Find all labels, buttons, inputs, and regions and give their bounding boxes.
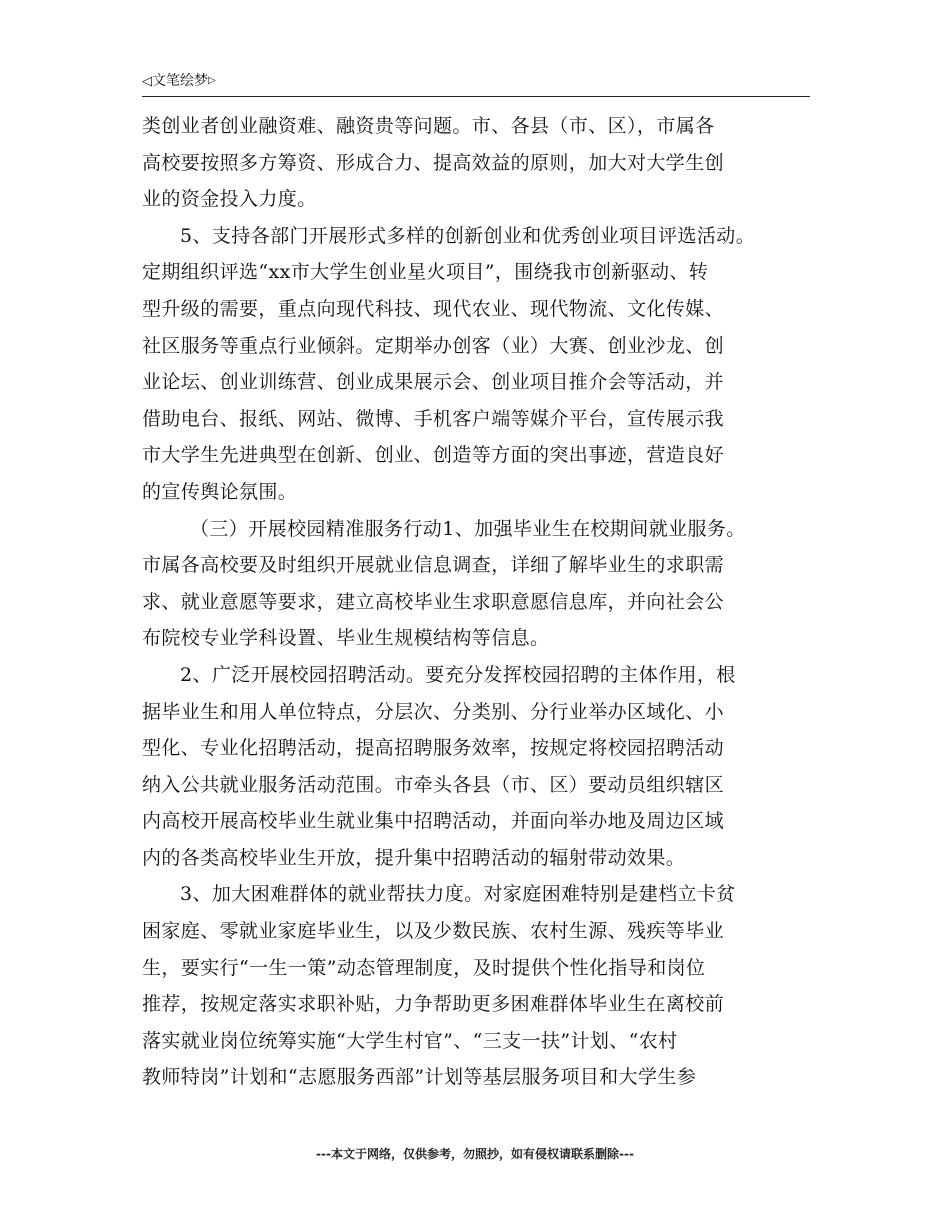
text-line: 类创业者创业融资难、融资贵等问题。市、各县（市、区），市属各 (142, 115, 715, 137)
text-line: 借助电台、报纸、网站、微博、手机客户端等媒介平台，宣传展示我 (142, 407, 725, 430)
text-line: 市大学生先进典型在创新、创业、创造等方面的突出事迹，营造良好 (142, 444, 725, 467)
triangle-left-icon: ◁ (142, 74, 152, 89)
text-line: 市属各高校要及时组织开展就业信息调查，详细了解毕业生的求职需 (142, 554, 725, 577)
paragraph-start: 5、支持各部门开展形式多样的创新创业和优秀创业项目评选活动。 (180, 224, 756, 247)
page-header (142, 70, 810, 97)
section-heading: （三）开展校园精准服务行动1、加强毕业生在校期间就业服务。 (190, 517, 746, 540)
brand-logo (142, 72, 216, 91)
text-line: 型升级的需要，重点向现代科技、现代农业、现代物流、文化传媒、 (142, 297, 725, 320)
text-line: 落实就业岗位统筹实施“大学生村官”、“三支一扶”计划、“农村 (142, 1029, 678, 1052)
text-line: 的宣传舆论氛围。 (142, 480, 298, 503)
text-line: 教师特岗”计划和“志愿服务西部”计划等基层服务项目和大学生参 (142, 1066, 697, 1089)
text-line: 业论坛、创业训练营、创业成果展示会、创业项目推介会等活动，并 (142, 371, 725, 394)
text-line: 据毕业生和用人单位特点，分层次、分类别、分行业举办区域化、小 (142, 700, 725, 723)
text-line: 高校要按照多方筹资、形成合力、提高效益的原则，加大对大学生创 (142, 151, 725, 174)
triangle-right-icon: ▷ (208, 75, 216, 86)
text-line: 生，要实行“一生一策”动态管理制度，及时提供个性化指导和岗位 (142, 956, 706, 979)
text-line: 布院校专业学科设置、毕业生规模结构等信息。 (142, 627, 550, 650)
text-line: 求、就业意愿等要求，建立高校毕业生求职意愿信息库，并向社会公 (142, 590, 725, 613)
page-footer: ---本文于网络，仅供参考，勿照抄，如有侵权请联系删除--- (316, 1147, 634, 1161)
paragraph-start: 2、广泛开展校园招聘活动。要充分发挥校园招聘的主体作用，根 (180, 663, 736, 686)
text-line: 业的资金投入力度。 (142, 188, 317, 211)
text-line: 型化、专业化招聘活动，提高招聘服务效率，按规定将校园招聘活动 (142, 737, 725, 760)
document-body (142, 108, 810, 1096)
text-line: 内高校开展高校毕业生就业集中招聘活动，并面向举办地及周边区域 (142, 810, 725, 833)
paragraph-start: 3、加大困难群体的就业帮扶力度。对家庭困难特别是建档立卡贫 (180, 883, 736, 906)
brand-text: 文笔绘梦 (152, 73, 208, 89)
text-line: 纳入公共就业服务活动范围。市牵头各县（市、区）要动员组织辖区 (142, 773, 725, 796)
text-line: 社区服务等重点行业倾斜。定期举办创客（业）大赛、创业沙龙、创 (142, 334, 725, 357)
text-line: 定期组织评选“xx市大学生创业星火项目”，围绕我市创新驱动、转 (142, 261, 709, 284)
text-line: 困家庭、零就业家庭毕业生，以及少数民族、农村生源、残疾等毕业 (142, 920, 725, 943)
text-line: 推荐，按规定落实求职补贴，力争帮助更多困难群体毕业生在离校前 (142, 993, 725, 1016)
text-line: 内的各类高校毕业生开放，提升集中招聘活动的辐射带动效果。 (142, 846, 686, 869)
